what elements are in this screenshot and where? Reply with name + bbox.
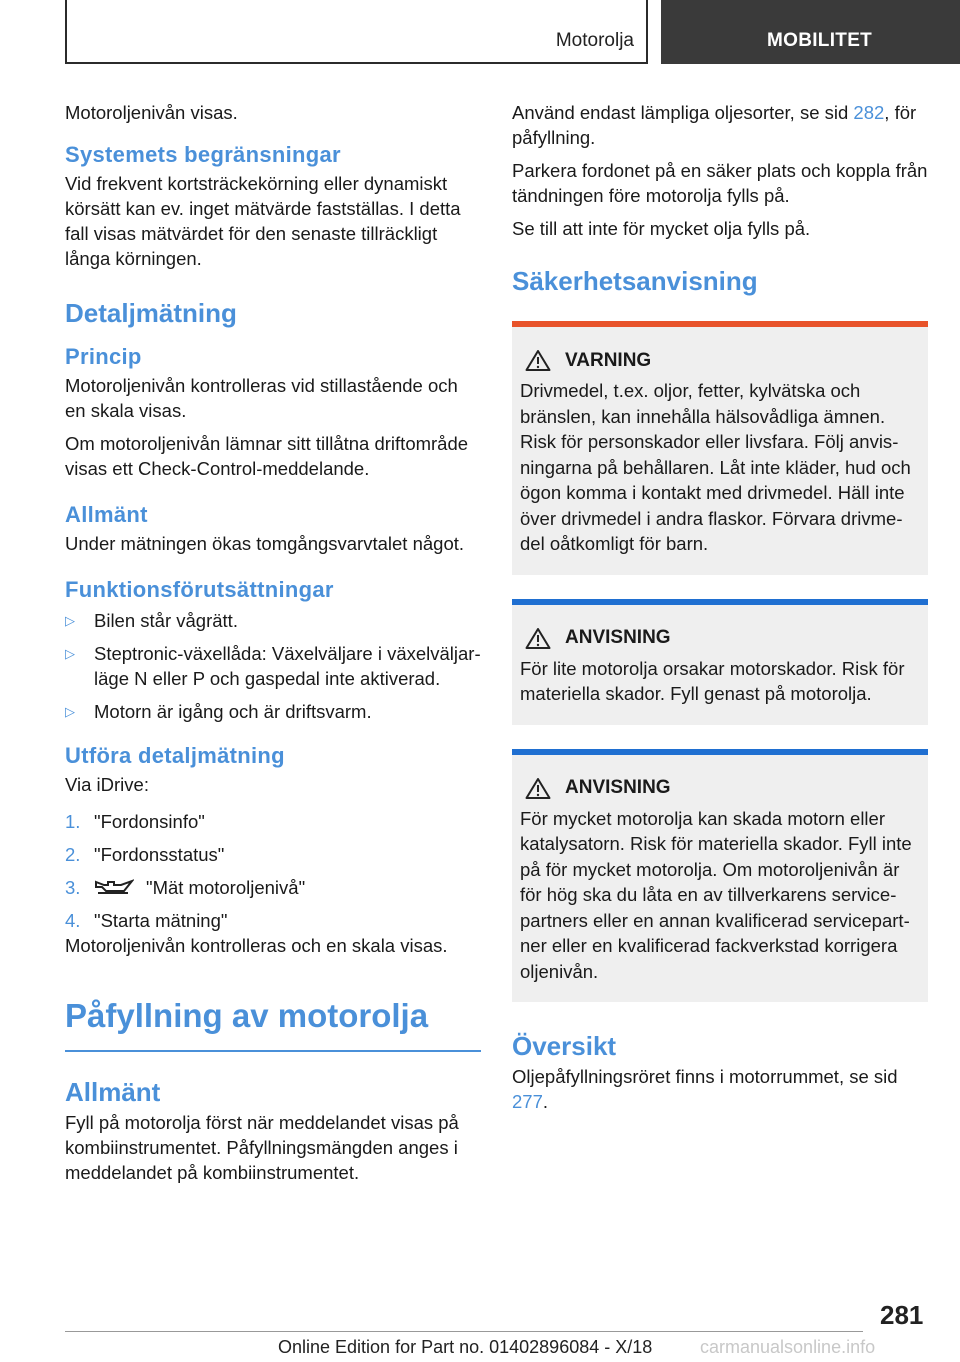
list-item: ▷ Motorn är igång och är driftsvarm. xyxy=(65,701,372,722)
triangle-bullet-icon: ▷ xyxy=(65,646,75,661)
warning-triangle-icon xyxy=(525,777,551,800)
paragraph: Under mätningen ökas tomgångsvarvtalet något. xyxy=(65,533,465,554)
list-item: 1. "Fordonsinfo" xyxy=(65,811,205,832)
paragraph: Motoroljenivån kontrolleras vid stillastående och en skala visas. xyxy=(65,375,458,421)
warning-triangle-icon xyxy=(525,349,551,372)
notice-text: För lite motorolja orsakar motorskador. Risk för materiella skador. Fyll genast på motorolja. xyxy=(520,657,905,704)
notice-title: ANVISNING xyxy=(565,627,671,648)
heading-princip: Princip xyxy=(65,344,142,369)
paragraph: Om motoroljenivån lämnar sitt tillåtna driftområde visas ett Check-Control-meddelande. xyxy=(65,433,469,479)
page-link-277[interactable]: 277 xyxy=(512,1091,543,1112)
header-chapter-title: MOBILITET xyxy=(767,30,873,51)
list-item: ▷ Steptronic-växellåda: Växelväljare i växelväljarläge N eller P och gaspedal inte aktiverad. xyxy=(65,643,481,689)
notice-box xyxy=(512,599,928,725)
left-column xyxy=(65,100,481,1185)
heading-detail-measurement: Detaljmätning xyxy=(65,298,237,328)
footer-edition: Online Edition for Part no. 01402896084 - X/18 xyxy=(278,1337,653,1357)
header-section-box xyxy=(65,0,648,64)
conditions-list xyxy=(65,608,481,724)
heading-function-conditions: Funktionsförutsättningar xyxy=(65,577,334,602)
paragraph: Vid frekvent kortsträckekörning eller dynamiskt körsätt kan ev. inget mätvärde fastställas. I detta fall visas mätvärdet för den senaste tillräckligt långa körningen. xyxy=(65,173,461,269)
divider xyxy=(65,1050,481,1052)
notice-text: För mycket motorolja kan skada motorn eller katalysatorn. Risk för materiella skador. Fyll inte på för mycket motorolja. Om motoroljenivån är för hög ska du låta en av tillverkarens servicepartners eller en annan kvalificerad servicepartner eller en kvalificerad fackverkstad korrigera oljenivån. xyxy=(520,807,912,982)
list-item: 2. "Fordonsstatus" xyxy=(65,844,225,865)
chapter-heading-refill: Påfyllning av motorolja xyxy=(65,997,429,1034)
list-item: 4. "Starta mätning" xyxy=(65,910,228,931)
notice-box xyxy=(512,749,928,1003)
warning-title: VARNING xyxy=(565,349,652,371)
list-item: 3. "Mät motoroljenivå" xyxy=(65,877,306,898)
list-item: ▷ Bilen står vågrätt. xyxy=(65,610,238,631)
heading-perform-measurement: Utföra detaljmätning xyxy=(65,743,285,768)
triangle-bullet-icon: ▷ xyxy=(65,613,75,628)
warning-box xyxy=(512,321,928,575)
warning-text: Drivmedel, t.ex. oljor, fetter, kylvätska och bränslen, kan innehålla hälsovådliga ämnen. Risk för personskador eller livsfara. Följ anvisningarna på behållaren. Låt inte kläder, hud och ögon komma i kontakt med drivmedel. Häll inte över drivmedel i andra flaskor. Förvara drivmedel oåtkomligt för barn. xyxy=(520,380,911,554)
footer-divider xyxy=(65,1331,863,1332)
header-chapter-tab xyxy=(661,0,960,64)
heading-allmant-refill: Allmänt xyxy=(65,1077,161,1107)
notice-title: ANVISNING xyxy=(565,777,671,798)
oil-can-icon xyxy=(94,878,134,896)
heading-safety: Säkerhetsanvisning xyxy=(512,266,758,296)
right-column xyxy=(512,100,928,1114)
warning-triangle-icon xyxy=(525,627,551,650)
watermark-logo: carmanualsonline.info xyxy=(700,1337,876,1357)
paragraph: Motoroljenivån visas. xyxy=(65,102,238,123)
paragraph: Parkera fordonet på en säker plats och koppla från tändningen före motorolja fylls på. xyxy=(512,160,928,206)
page-number: 281 xyxy=(880,1300,924,1330)
paragraph: Via iDrive: xyxy=(65,774,149,795)
paragraph: Oljepåfyllningsröret finns i motorrummet, se sid 277. xyxy=(512,1066,898,1112)
paragraph: Använd endast lämpliga oljesorter, se sid 282, för påfyllning. xyxy=(512,102,917,148)
header-section-title: Motorolja xyxy=(555,30,634,51)
steps-list xyxy=(65,809,481,933)
paragraph: Motoroljenivån kontrolleras och en skala visas. xyxy=(65,935,448,956)
heading-allmant: Allmänt xyxy=(65,502,148,527)
paragraph: Se till att inte för mycket olja fylls på. xyxy=(512,218,811,239)
page-link-282[interactable]: 282 xyxy=(853,102,885,123)
triangle-bullet-icon: ▷ xyxy=(65,704,75,719)
heading-overview: Översikt xyxy=(512,1031,617,1061)
heading-system-limits: Systemets begränsningar xyxy=(65,142,341,167)
paragraph: Fyll på motorolja först när meddelandet visas på kombiinstrumentet. Påfyllningsmängden anges i meddelandet på kombiinstrumentet. xyxy=(65,1112,459,1183)
